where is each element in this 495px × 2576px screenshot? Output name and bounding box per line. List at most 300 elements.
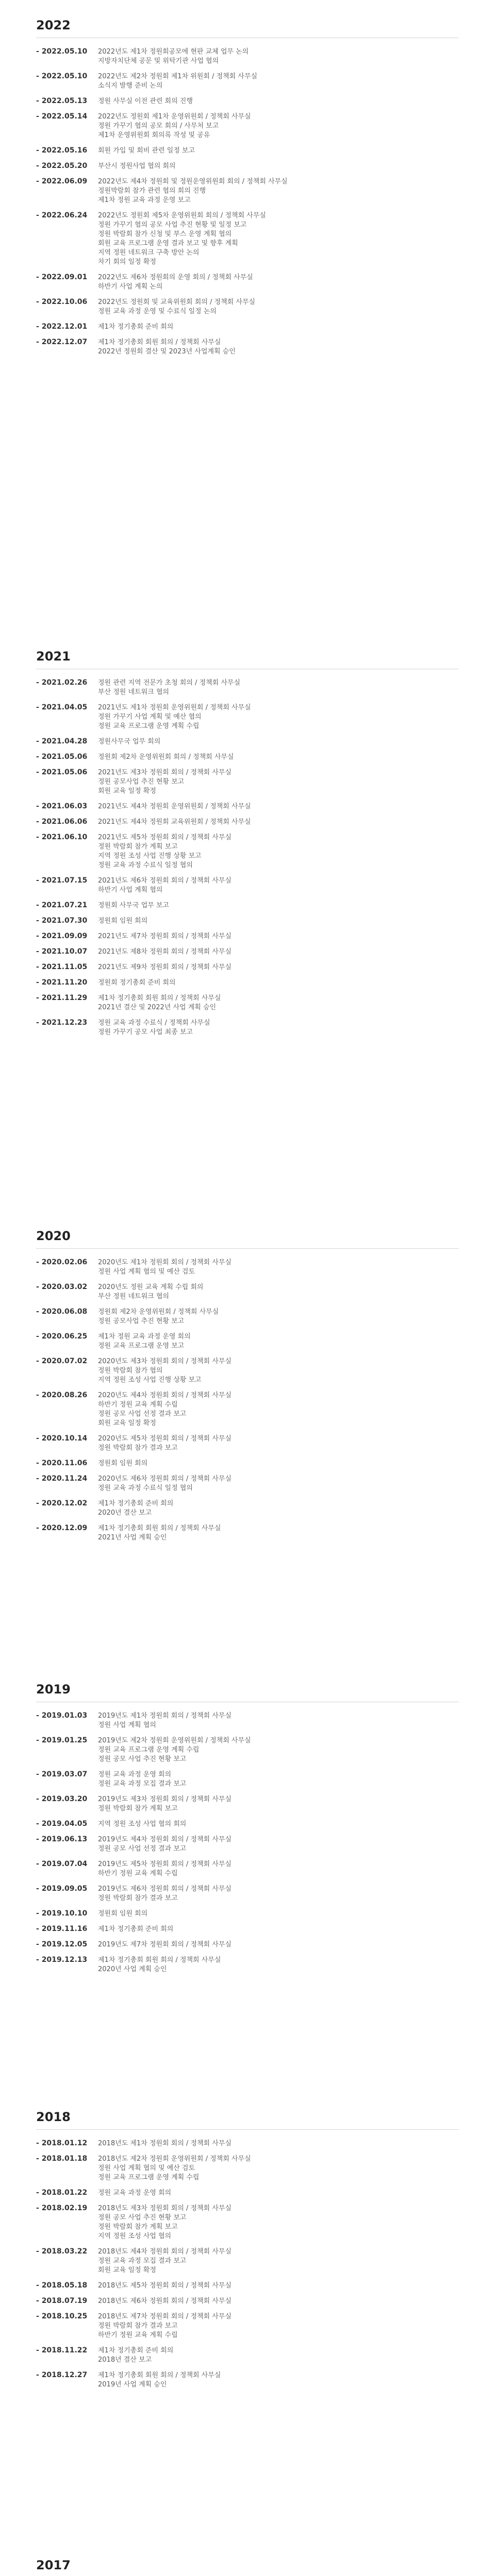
entry-line: 정원 사업 계획 협의: [98, 1721, 156, 1729]
entry-line: 정원 교육 과정 수료식 / 정책회 사무실: [98, 1019, 210, 1027]
entry-line: 2020년도 제4차 정원회 회의 / 정책회 사무실: [98, 1392, 232, 1399]
history-entry: [36, 1258, 459, 1277]
entry-line: 제1차 정기총회 회원 회의 / 정책회 사무실: [98, 1524, 221, 1532]
entry-line: 2018년도 제2차 정원회 운영위원회 / 정책회 사무실: [98, 2155, 251, 2163]
entry-line: 2022년 정원회 결산 및 2023년 사업계획 승인: [98, 348, 236, 355]
entry-list: [36, 2139, 459, 2389]
entry-date: - 2020.11.06: [36, 1459, 98, 1468]
entry-line: 정원 교육 프로그램 운영 계획 수립: [98, 722, 200, 730]
history-entry: [36, 1434, 459, 1453]
entry-content: [98, 1925, 459, 1934]
entry-line: 정원박람회 참가 관련 협의 회의 진행: [98, 187, 206, 195]
history-entry: [36, 273, 459, 292]
history-entry: [36, 1283, 459, 1301]
entry-date: - 2019.03.07: [36, 1770, 98, 1789]
entry-line: 2021년 사업 계획 승인: [98, 1534, 167, 1541]
entry-date: - 2022.05.13: [36, 97, 98, 106]
entry-line: 하반기 정원 교육 계획 수립: [98, 1870, 178, 1877]
entry-line: 정원 사업 계획 협의 및 예산 검토: [98, 1268, 195, 1276]
entry-date: - 2022.06.24: [36, 211, 98, 267]
year-block-2019: [36, 1682, 459, 1980]
divider: [36, 1248, 459, 1249]
entry-line: 지역 정원 조성 사업 진행 상황 보고: [98, 852, 202, 860]
entry-line: 정원 교육 과정 모집 결과 보고: [98, 1780, 187, 1788]
entry-line: 2019년도 제2차 정원회 운영위원회 / 정책회 사무실: [98, 1737, 251, 1744]
entry-line: 정원 교육 과정 운영 회의: [98, 1771, 172, 1778]
history-entry: [36, 1770, 459, 1789]
entry-line: 정원회 정기총회 준비 회의: [98, 979, 176, 987]
entry-date: - 2022.05.20: [36, 162, 98, 171]
entry-content: [98, 833, 459, 870]
entry-date: - 2022.12.01: [36, 323, 98, 332]
history-entry: [36, 703, 459, 731]
entry-line: 회원 교육 일정 확정: [98, 787, 156, 795]
entry-date: - 2018.10.25: [36, 2312, 98, 2340]
history-entry: [36, 1736, 459, 1764]
entry-line: 정원 교육 프로그램 운영 계획 수립: [98, 2174, 200, 2181]
entry-date: - 2021.04.28: [36, 737, 98, 747]
entry-date: - 2021.05.06: [36, 768, 98, 796]
entry-line: 부산 정원 네트워크 협의: [98, 688, 169, 696]
entry-content: [98, 273, 459, 292]
entry-content: [98, 737, 459, 747]
entry-line: 정원 박람회 참가 결과 보고: [98, 2322, 178, 2330]
entry-line: 2020년도 제6차 정원회 회의 / 정책회 사무실: [98, 1475, 232, 1483]
entry-content: [98, 211, 459, 267]
entry-line: 정원 공모 사업 추진 현황 보고: [98, 1755, 187, 1763]
entry-line: 2020년도 제5차 정원회 회의 / 정책회 사무실: [98, 1435, 232, 1443]
entry-line: 정원 박람회 참가 계획 보고: [98, 843, 178, 851]
entry-line: 정원 박람회 참가 협의: [98, 1367, 163, 1375]
entry-content: [98, 112, 459, 140]
entry-line: 2021년도 제8차 정원회 회의 / 정책회 사무실: [98, 948, 232, 956]
entry-date: - 2021.09.09: [36, 932, 98, 941]
entry-content: [98, 818, 459, 827]
entry-content: [98, 338, 459, 357]
entry-date: - 2022.12.07: [36, 338, 98, 357]
entry-line: 2021년 결산 및 2022년 사업 계획 승인: [98, 1004, 217, 1011]
entry-line: 2021년도 제3차 정원회 회의 / 정책회 사무실: [98, 769, 232, 776]
year-block-2022: [36, 18, 459, 363]
entry-content: [98, 298, 459, 316]
history-entry: [36, 1499, 459, 1518]
history-entry: [36, 947, 459, 957]
entry-line: 정원 교육 프로그램 운영 계획 수립: [98, 1746, 200, 1754]
entry-content: [98, 72, 459, 91]
entry-line: 2022년도 정원회 및 교육위원회 회의 / 정책회 사무실: [98, 298, 255, 306]
history-entry: [36, 1885, 459, 1903]
entry-line: 2022년도 제4차 정원회 및 정원운영위원회 회의 / 정책회 사무실: [98, 178, 288, 185]
entry-date: - 2019.12.13: [36, 1956, 98, 1974]
history-entry: [36, 768, 459, 796]
entry-date: - 2020.02.06: [36, 1258, 98, 1277]
entry-line: 2018년 결산 보고: [98, 2356, 152, 2364]
entry-date: - 2022.10.06: [36, 298, 98, 316]
entry-date: - 2020.12.09: [36, 1524, 98, 1543]
entry-line: 정원 교육 과정 모집 결과 보고: [98, 2257, 187, 2265]
entry-date: - 2021.07.15: [36, 876, 98, 895]
history-entry: [36, 833, 459, 870]
entry-line: 2018년도 제5차 정원회 회의 / 정책회 사무실: [98, 2282, 232, 2290]
entry-date: - 2022.06.09: [36, 177, 98, 205]
history-entry: [36, 917, 459, 926]
entry-content: [98, 1795, 459, 1814]
entry-content: [98, 1835, 459, 1854]
entry-line: 2018년도 제4차 정원회 회의 / 정책회 사무실: [98, 2248, 232, 2256]
entry-content: [98, 1499, 459, 1518]
entry-line: 제1차 정기총회 회원 회의 / 정책회 사무실: [98, 2371, 221, 2379]
entry-line: 정원 가꾸기 협의 공모 사업 추진 현황 및 일정 보고: [98, 221, 247, 229]
entry-line: 정원 공모 사업 선정 결과 보고: [98, 1845, 187, 1853]
entry-content: [98, 1956, 459, 1974]
entry-line: 2021년도 제9차 정원회 회의 / 정책회 사무실: [98, 963, 232, 971]
entry-line: 지역 정원 조성 사업 협의 회의: [98, 1820, 187, 1828]
entry-date: - 2019.12.05: [36, 1940, 98, 1950]
history-entry: [36, 2297, 459, 2306]
entry-line: 회원 교육 프로그램 운영 결과 보고 및 향후 계획: [98, 240, 238, 247]
year-title: 2019: [36, 1682, 71, 1697]
entry-date: - 2019.09.05: [36, 1885, 98, 1903]
history-entry: [36, 1925, 459, 1934]
entry-line: 2019년도 제1차 정원회 회의 / 정책회 사무실: [98, 1712, 232, 1720]
history-entry: [36, 994, 459, 1012]
entry-line: 하반기 사업 계획 논의: [98, 283, 163, 291]
entry-content: [98, 2312, 459, 2340]
history-entry: [36, 2139, 459, 2148]
entry-line: 2020년 결산 보고: [98, 1509, 152, 1517]
entry-list: [36, 1711, 459, 1974]
entry-date: - 2022.09.01: [36, 273, 98, 292]
entry-date: - 2020.07.02: [36, 1357, 98, 1385]
entry-content: [98, 679, 459, 697]
entry-list: [36, 1258, 459, 1543]
history-entry: [36, 1357, 459, 1385]
entry-line: 정원회 임원 회의: [98, 1910, 148, 1918]
entry-content: [98, 901, 459, 910]
entry-content: [98, 2247, 459, 2275]
entry-date: - 2018.01.12: [36, 2139, 98, 2148]
entry-date: - 2019.07.04: [36, 1860, 98, 1878]
history-entry: [36, 1475, 459, 1493]
entry-line: 정원 가꾸기 사업 계획 및 예산 협의: [98, 713, 202, 721]
entry-content: [98, 703, 459, 731]
year-title: 2022: [36, 18, 71, 32]
entry-date: - 2021.07.21: [36, 901, 98, 910]
entry-content: [98, 2346, 459, 2365]
entry-date: - 2022.05.10: [36, 72, 98, 91]
entry-content: [98, 2297, 459, 2306]
entry-line: 정원 공모 사업 선정 결과 보고: [98, 1410, 187, 1418]
history-entry: [36, 1524, 459, 1543]
entry-line: 소식지 발행 준비 논의: [98, 82, 163, 90]
entry-line: 2019년도 제5차 정원회 회의 / 정책회 사무실: [98, 1860, 232, 1868]
entry-line: 차기 회의 일정 확정: [98, 258, 156, 266]
entry-content: [98, 978, 459, 988]
entry-content: [98, 2155, 459, 2182]
entry-line: 정원사무국 업무 회의: [98, 738, 161, 745]
entry-content: [98, 1019, 459, 1037]
year-title: 2021: [36, 649, 71, 664]
entry-content: [98, 917, 459, 926]
entry-line: 정원 박람회 참가 신청 및 부스 운영 계획 협의: [98, 230, 232, 238]
entry-date: - 2022.05.10: [36, 47, 98, 66]
entry-content: [98, 146, 459, 156]
entry-line: 정원 박람회 참가 계획 보고: [98, 2223, 178, 2231]
entry-line: 2019년도 제4차 정원회 회의 / 정책회 사무실: [98, 1836, 232, 1843]
entry-line: 2021년도 제1차 정원회 운영위원회 / 정책회 사무실: [98, 704, 251, 711]
entry-date: - 2019.06.13: [36, 1835, 98, 1854]
entry-line: 2018년도 제1차 정원회 회의 / 정책회 사무실: [98, 2140, 232, 2147]
history-entry: [36, 2281, 459, 2291]
entry-content: [98, 1308, 459, 1326]
entry-line: 정원 박람회 참가 결과 보고: [98, 1894, 178, 1902]
entry-content: [98, 97, 459, 106]
entry-content: [98, 802, 459, 811]
entry-date: - 2018.05.18: [36, 2281, 98, 2291]
entry-line: 2022년도 제1차 정원회공모에 현판 교체 업무 논의: [98, 48, 249, 56]
entry-list: [36, 679, 459, 1037]
year-title: 2017: [36, 2558, 71, 2572]
entry-date: - 2018.07.19: [36, 2297, 98, 2306]
entry-line: 하반기 정원 교육 계획 수립: [98, 2331, 178, 2339]
entry-line: 정원 교육 과정 운영 및 수료식 일정 논의: [98, 308, 217, 315]
entry-content: [98, 1711, 459, 1730]
entry-content: [98, 768, 459, 796]
divider: [36, 2129, 459, 2130]
entry-date: - 2020.06.25: [36, 1332, 98, 1351]
history-entry: [36, 1308, 459, 1326]
entry-line: 지역 정원 네트워크 구축 방안 논의: [98, 249, 200, 257]
entry-content: [98, 963, 459, 972]
entry-content: [98, 1909, 459, 1919]
year-title: 2020: [36, 1229, 71, 1243]
entry-line: 회원 가입 및 회비 관련 일정 보고: [98, 147, 195, 155]
entry-line: 2019년도 제3차 정원회 회의 / 정책회 사무실: [98, 1795, 232, 1803]
entry-content: [98, 1736, 459, 1764]
history-entry: [36, 338, 459, 357]
entry-content: [98, 1332, 459, 1351]
entry-line: 정원 공모 사업 추진 현황 보고: [98, 2214, 187, 2222]
history-entry: [36, 818, 459, 827]
entry-line: 제1차 정기총회 회원 회의 / 정책회 사무실: [98, 1956, 221, 1964]
entry-line: 2022년도 제6차 정원회의 운영 회의 / 정책회 사무실: [98, 274, 253, 281]
entry-line: 2022년도 제2차 정원회 제1차 위원회 / 정책회 사무실: [98, 73, 257, 80]
entry-line: 2018년도 제7차 정원회 회의 / 정책회 사무실: [98, 2313, 232, 2320]
history-entry: [36, 1332, 459, 1351]
entry-content: [98, 1940, 459, 1950]
history-entry: [36, 1459, 459, 1468]
history-entry: [36, 2371, 459, 2389]
entry-content: [98, 932, 459, 941]
entry-line: 제1차 정기총회 회원 회의 / 정책회 사무실: [98, 338, 221, 346]
entry-line: 정원 관련 지역 전문가 초청 회의 / 정책회 사무실: [98, 679, 241, 687]
entry-line: 정원 교육 과정 운영 회의: [98, 2189, 172, 2197]
entry-line: 정원 교육 과정 수료식 일정 협의: [98, 1484, 193, 1492]
history-entry: [36, 679, 459, 697]
history-entry: [36, 323, 459, 332]
entry-content: [98, 2371, 459, 2389]
entry-date: - 2020.11.24: [36, 1475, 98, 1493]
history-entry: [36, 177, 459, 205]
history-entry: [36, 1860, 459, 1878]
entry-date: - 2018.11.22: [36, 2346, 98, 2365]
history-entry: [36, 2312, 459, 2340]
entry-line: 하반기 사업 계획 협의: [98, 886, 163, 894]
entry-content: [98, 2139, 459, 2148]
history-entry: [36, 112, 459, 140]
entry-content: [98, 1283, 459, 1301]
entry-line: 회원 교육 일정 확정: [98, 2266, 156, 2274]
entry-line: 정원회 제2차 운영위원회 / 정책회 사무실: [98, 1308, 219, 1316]
history-entry: [36, 753, 459, 762]
entry-date: - 2022.05.14: [36, 112, 98, 140]
entry-date: - 2022.05.16: [36, 146, 98, 156]
entry-content: [98, 1524, 459, 1543]
history-entry: [36, 737, 459, 747]
entry-date: - 2018.02.19: [36, 2204, 98, 2241]
history-entry: [36, 1711, 459, 1730]
history-entry: [36, 1795, 459, 1814]
entry-line: 2021년도 제7차 정원회 회의 / 정책회 사무실: [98, 933, 232, 940]
entry-date: - 2019.11.16: [36, 1925, 98, 1934]
entry-date: - 2021.06.10: [36, 833, 98, 870]
entry-date: - 2021.07.30: [36, 917, 98, 926]
entry-line: 정원 박람회 참가 결과 보고: [98, 1444, 178, 1452]
entry-content: [98, 323, 459, 332]
entry-line: 제1차 정기총회 준비 회의: [98, 2347, 174, 2354]
entry-line: 2021년도 제6차 정원회 회의 / 정책회 사무실: [98, 877, 232, 885]
entry-line: 정원 가꾸기 협의 공모 회의 / 사무처 보고: [98, 122, 219, 130]
history-entry: [36, 963, 459, 972]
entry-date: - 2018.12.27: [36, 2371, 98, 2389]
entry-date: - 2020.03.02: [36, 1283, 98, 1301]
year-block-2020: [36, 1229, 459, 1549]
entry-line: 2022년도 정원회 제1차 운영위원회 / 정책회 사무실: [98, 113, 251, 121]
history-entry: [36, 298, 459, 316]
entry-line: 제1차 정원 교육 과정 운영 회의: [98, 1333, 191, 1341]
entry-content: [98, 1258, 459, 1277]
entry-line: 하반기 정원 교육 계획 수립: [98, 1401, 178, 1409]
entry-content: [98, 162, 459, 171]
entry-line: 2020년도 정원 교육 계획 수립 회의: [98, 1283, 204, 1291]
entry-date: - 2019.01.03: [36, 1711, 98, 1730]
entry-date: - 2020.12.02: [36, 1499, 98, 1518]
entry-date: - 2019.04.05: [36, 1820, 98, 1829]
entry-content: [98, 177, 459, 205]
entry-line: 정원 공모사업 추진 현황 보고: [98, 1317, 185, 1325]
entry-line: 2018년도 제3차 정원회 회의 / 정책회 사무실: [98, 2205, 232, 2212]
entry-line: 정원 교육 프로그램 운영 보고: [98, 1342, 185, 1350]
entry-line: 2022년도 정원회 제5차 운영위원회 회의 / 정책회 사무실: [98, 212, 266, 219]
entry-line: 2019년도 제6차 정원회 회의 / 정책회 사무실: [98, 1885, 232, 1893]
year-block-2021: [36, 649, 459, 1043]
entry-line: 정원 공모사업 추진 현황 보고: [98, 778, 185, 786]
entry-list: [36, 47, 459, 357]
entry-content: [98, 1391, 459, 1428]
history-entry: [36, 2247, 459, 2275]
entry-line: 정원 박람회 참가 계획 보고: [98, 1805, 178, 1812]
entry-date: - 2021.06.06: [36, 818, 98, 827]
entry-date: - 2018.01.22: [36, 2189, 98, 2198]
entry-date: - 2020.10.14: [36, 1434, 98, 1453]
entry-content: [98, 1820, 459, 1829]
history-entry: [36, 978, 459, 988]
entry-line: 지방자치단체 공문 및 위탁기관 사업 협의: [98, 57, 219, 65]
entry-line: 2021년도 제4차 정원회 교육위원회 / 정책회 사무실: [98, 818, 251, 826]
entry-line: 제1차 정기총회 준비 회의: [98, 1925, 174, 1933]
entry-date: - 2021.05.06: [36, 753, 98, 762]
year-block-2018: [36, 2110, 459, 2396]
entry-content: [98, 2204, 459, 2241]
history-entry: [36, 211, 459, 267]
entry-line: 정원 교육 과정 수료식 일정 협의: [98, 861, 193, 869]
entry-line: 2019년도 제7차 정원회 회의 / 정책회 사무실: [98, 1941, 232, 1948]
entry-line: 2020년도 제3차 정원회 회의 / 정책회 사무실: [98, 1358, 232, 1365]
history-entry: [36, 1835, 459, 1854]
entry-content: [98, 876, 459, 895]
entry-line: 2019년 사업 계획 승인: [98, 2381, 167, 2388]
entry-line: 제1차 운영위원회 회의록 작성 및 공유: [98, 131, 210, 139]
history-entry: [36, 2155, 459, 2182]
entry-line: 정원회 임원 회의: [98, 917, 148, 925]
entry-date: - 2019.01.25: [36, 1736, 98, 1764]
entry-content: [98, 2189, 459, 2198]
entry-line: 정원회 제2차 운영위원회 회의 / 정책회 사무실: [98, 753, 234, 761]
history-entry: [36, 72, 459, 91]
entry-line: 2020년 사업 계획 승인: [98, 1965, 167, 1973]
entry-line: 제1차 정기총회 회원 회의 / 정책회 사무실: [98, 994, 221, 1002]
entry-line: 지역 정원 조성 사업 진행 상황 보고: [98, 1376, 202, 1384]
entry-content: [98, 1459, 459, 1468]
entry-content: [98, 994, 459, 1012]
entry-line: 지역 정원 조성 사업 협의: [98, 2232, 172, 2240]
entry-line: 부산 정원 네트워크 협의: [98, 1293, 169, 1300]
history-entry: [36, 876, 459, 895]
entry-line: 정원회 임원 회의: [98, 1460, 148, 1467]
entry-content: [98, 2281, 459, 2291]
entry-line: 2018년도 제6차 정원회 회의 / 정책회 사무실: [98, 2297, 232, 2305]
history-entry: [36, 1956, 459, 1974]
entry-content: [98, 1475, 459, 1493]
history-entry: [36, 1820, 459, 1829]
history-entry: [36, 97, 459, 106]
entry-date: - 2021.11.29: [36, 994, 98, 1012]
entry-date: - 2021.06.03: [36, 802, 98, 811]
history-entry: [36, 2189, 459, 2198]
entry-date: - 2021.11.20: [36, 978, 98, 988]
history-entry: [36, 146, 459, 156]
entry-line: 정원회 사무국 업무 보고: [98, 902, 169, 909]
year-block-2017: [36, 2558, 459, 2576]
history-entry: [36, 932, 459, 941]
entry-date: - 2020.08.26: [36, 1391, 98, 1428]
entry-line: 2021년도 제5차 정원회 회의 / 정책회 사무실: [98, 834, 232, 841]
history-entry: [36, 901, 459, 910]
entry-content: [98, 947, 459, 957]
entry-content: [98, 1357, 459, 1385]
entry-date: - 2019.10.10: [36, 1909, 98, 1919]
entry-content: [98, 1434, 459, 1453]
entry-line: 2020년도 제1차 정원회 회의 / 정책회 사무실: [98, 1259, 232, 1266]
entry-date: - 2021.11.05: [36, 963, 98, 972]
entry-line: 부산시 정원사업 협의 회의: [98, 162, 176, 170]
entry-date: - 2018.03.22: [36, 2247, 98, 2275]
entry-line: 제1차 정기총회 준비 회의: [98, 1500, 174, 1507]
history-entry: [36, 1391, 459, 1428]
history-entry: [36, 47, 459, 66]
entry-line: 정원 사업 계획 협의 및 예산 검토: [98, 2164, 195, 2172]
entry-line: 정원 가꾸기 공모 사업 최종 보고: [98, 1028, 193, 1036]
